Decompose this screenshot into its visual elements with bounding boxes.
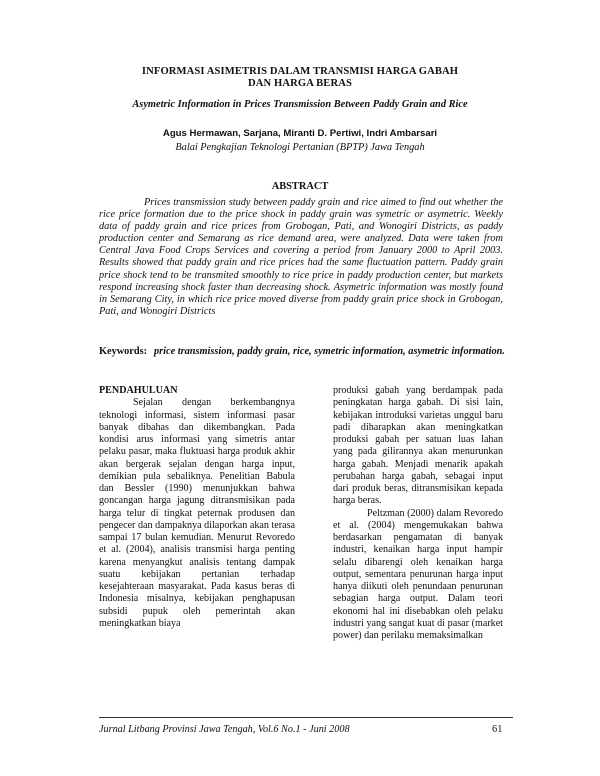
keywords-text: price transmission, paddy grain, rice, symetric information, asymetric information. bbox=[154, 346, 505, 357]
keywords-label: Keywords: bbox=[99, 346, 148, 357]
author-list: Agus Hermawan, Sarjana, Miranti D. Pertiwi, Indri Ambarsari bbox=[162, 128, 438, 139]
title-line-1: INFORMASI ASIMETRIS DALAM TRANSMISI HARGA GABAH bbox=[141, 66, 459, 77]
title-line-2: DAN HARGA BERAS bbox=[248, 78, 352, 89]
keywords-block bbox=[99, 346, 509, 358]
english-subtitle: Asymetric Information in Prices Transmission Between Paddy Grain and Rice bbox=[132, 99, 468, 110]
footer-journal-name: Jurnal Litbang Provinsi Jawa Tengah, Vol.6 No.1 - Juni 2008 bbox=[99, 724, 350, 735]
section-heading: PENDAHULUAN bbox=[99, 385, 178, 396]
body-paragraph: Sejalan dengan berkembangnya teknologi informasi, sistem informasi pasar banyak dibahas dan dikembangkan. Pada kondisi arus informasi yang simetris antar pelaku pasar, maka fluktuasi harga produk akhir akan bergerak sejalan dengan harga input, demikian pula sebaliknya. Penelitian Babula dan Bessler (1990) menunjukkan bahwa goncangan harga jagung ditransmisikan pada harga telur di tingkat peternak produsen dan pengecer dan dampaknya dilaporkan akan terasa sampai 17 bulan kemudian. Menurut Revoredo et al. (2004), analisis transmisi harga penting karena menyangkut analisis tentang dampak suatu kebijakan pertanian terhadap kesejahteraan masyarakat. Pada kasus beras di Indonesia misalnya, kebijakan penghapusan subsidi pupuk oleh pemerintah akan meningkatkan biaya bbox=[99, 397, 295, 629]
abstract-heading: ABSTRACT bbox=[271, 181, 329, 192]
affiliation: Balai Pengkajian Teknologi Pertanian (BPTP) Jawa Tengah bbox=[175, 142, 425, 153]
body-paragraph: produksi gabah yang berdampak pada peningkatan harga gabah. Di sisi lain, kebijakan introduksi varietas unggul baru padi diharapkan akan meningkatkan produksi gabah per satuan luas lahan yang pada gilirannya akan menurunkan harga gabah. Menjadi menarik apakah perubahan harga gabah, sebagai input dari produk beras, ditransmisikan kepada harga beras. bbox=[333, 385, 503, 507]
paper-title bbox=[100, 66, 500, 90]
body-paragraph: Peltzman (2000) dalam Revoredo et al. (2004) mengemukakan bahwa berdasarkan pengamatan di banyak industri, kenaikan harga input hampir selalu dibarengi oleh kenaikan harga output, sementara penurunan harga input hanya diikuti oleh penundaan penurunan sebagian harga output. Dalam teori ekonomi hal ini disebabkan oleh pelaku industri yang sangat kuat di pasar (market power) dan perilaku memaksimalkan bbox=[333, 507, 503, 641]
body-column-right bbox=[333, 385, 503, 642]
page-number: 61 bbox=[492, 724, 503, 735]
body-column-left bbox=[99, 385, 295, 630]
abstract-text: Prices transmission study between paddy grain and rice aimed to find out whether the rice price formation due to the price shock in paddy grain was symetric or asymetric. Weekly data of paddy grain and rice prices from Grobogan, Pati, and Wonogiri Districts, as paddy production center and Semarang as rice demand area, were analyzed. Data were taken from Central Java Food Crops Services and covering a period from January 2000 to April 2003. Results showed that paddy grain and rice prices had the same fluctuation pattern. Paddy grain price shock tend to be transmited smoothly to rice price in paddy production center, but markets respond increasing shock faster than decreasing shock. Asymetric information was mostly found in Semarang City, in which rice price moved diverse from paddy grain price shock in Grobogan, Pati, and Wonogiri Districts bbox=[99, 197, 503, 317]
footer-divider bbox=[99, 717, 513, 718]
